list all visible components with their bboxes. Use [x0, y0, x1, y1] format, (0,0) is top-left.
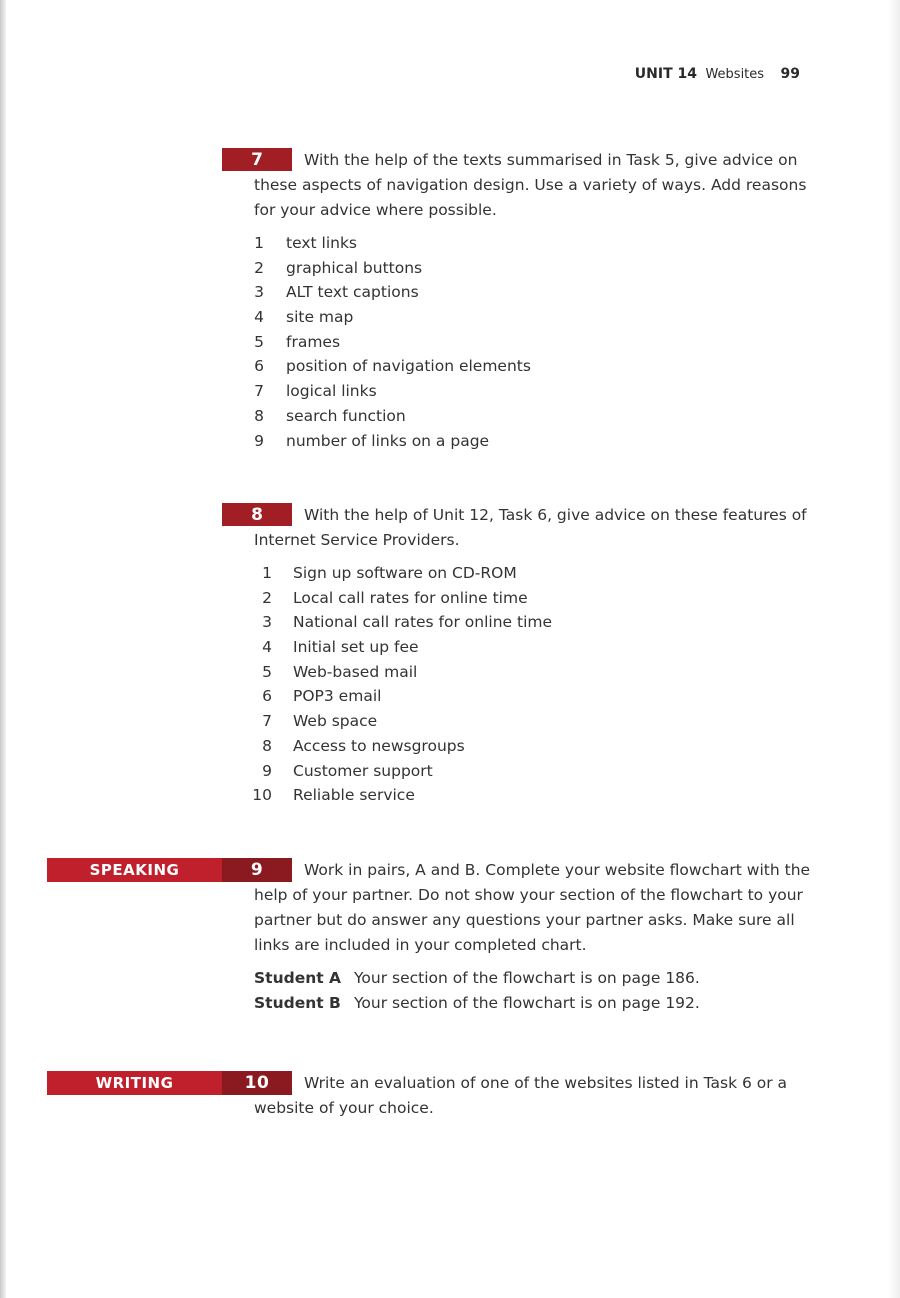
page-edge-shadow-right	[888, 0, 900, 1298]
task-10-instructions	[254, 1071, 814, 1121]
list-item: 9 number of links on a page	[254, 431, 490, 450]
list-item: 3 ALT text captions	[254, 283, 419, 302]
page-edge-shadow	[0, 0, 6, 1298]
list-item: 1 text links	[254, 234, 358, 252]
list-item: 8 search function	[254, 406, 406, 425]
list-item: 7 logical links	[254, 382, 377, 401]
list-item: 5 frames	[254, 332, 341, 351]
student-row: Student A Your section of the flowchart is on page 186.	[254, 969, 700, 987]
list-item: 9 Customer support	[262, 761, 433, 780]
list-item: 2 graphical buttons	[254, 258, 423, 277]
task-8-number: 8	[251, 504, 263, 525]
task-9-intro: Work in pairs, A and B. Complete your website flowchart with the help of your partner. Do not show your section of the flowchart to your partner but do answer any questions your partner asks. Make sure all links are included in your completed chart.	[254, 861, 811, 954]
list-item: 4 site map	[254, 308, 354, 327]
task-10-intro: Write an evaluation of one of the websites listed in Task 6 or a website of your choice.	[254, 1074, 788, 1117]
writing-label: WRITING	[95, 1074, 174, 1092]
task-7-list	[246, 231, 531, 453]
list-item: 8 Access to newsgroups	[262, 736, 465, 755]
task-8-intro: With the help of Unit 12, Task 6, give advice on these features of Internet Service Providers.	[254, 506, 807, 549]
list-item: 2 Local call rates for online time	[262, 588, 528, 607]
speaking-label: SPEAKING	[89, 861, 180, 879]
list-item: 10 Reliable service	[252, 786, 415, 805]
page-number: 99	[780, 66, 800, 82]
running-header	[635, 66, 800, 82]
list-item: 3 National call rates for online time	[262, 613, 553, 632]
student-row: Student B Your section of the flowchart is on page 192.	[254, 994, 700, 1012]
list-item: 5 Web-based mail	[262, 662, 418, 681]
list-item: 7 Web space	[262, 712, 378, 731]
unit-label: UNIT 14	[634, 66, 697, 82]
unit-title: Websites	[705, 67, 765, 82]
list-item: 6 POP3 email	[262, 687, 382, 706]
task-9-instructions	[254, 858, 814, 958]
task-8-instructions	[254, 503, 814, 553]
list-item: 4 Initial set up fee	[262, 638, 419, 657]
task-9-number: 9	[222, 858, 292, 882]
task-10-number: 10	[222, 1071, 292, 1095]
list-item: 1 Sign up software on CD-ROM	[262, 564, 517, 582]
task-8-list	[246, 561, 552, 808]
task-7-instructions	[254, 148, 814, 223]
student-assignments	[254, 966, 700, 1016]
task-7-number: 7	[251, 149, 263, 170]
list-item: 6 position of navigation elements	[254, 357, 531, 376]
task-7-intro: With the help of the texts summarised in Task 5, give advice on these aspects of navigation design. Use a variety of ways. Add reasons for your advice where possible.	[254, 151, 807, 219]
